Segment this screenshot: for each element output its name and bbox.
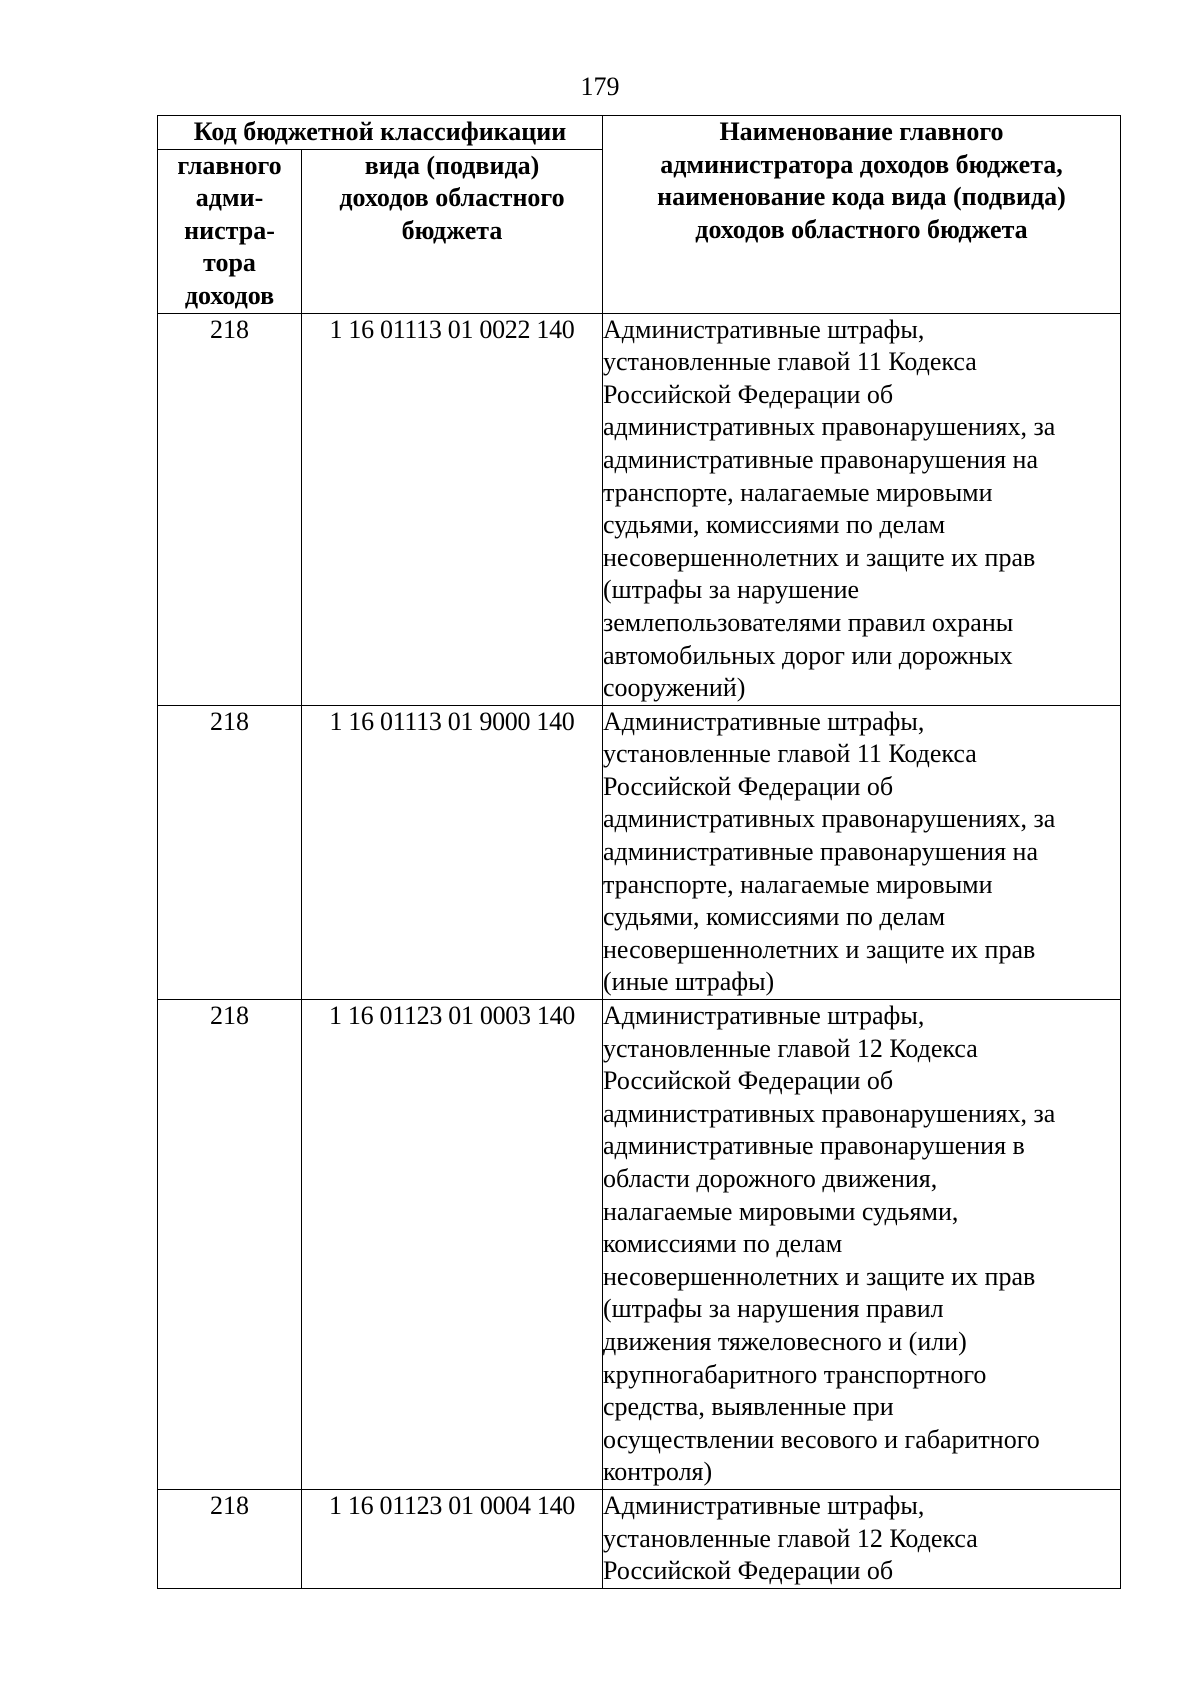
income-code-cell: 1 16 01113 01 9000 140 xyxy=(302,705,603,999)
description-line: Российской Федерации об xyxy=(603,771,894,801)
description-line: (штрафы за нарушения правил xyxy=(603,1294,944,1324)
description-line: Российской Федерации об xyxy=(603,379,894,409)
description-line: административных правонарушениях, за xyxy=(603,1098,1056,1128)
description-line: движения тяжеловесного и (или) xyxy=(603,1326,967,1356)
table-body xyxy=(158,313,1121,1588)
table-header xyxy=(158,116,1121,314)
table-row xyxy=(158,1489,1121,1588)
income-code-cell: 1 16 01123 01 0003 140 xyxy=(302,1000,603,1490)
header-name-line: Наименование главного xyxy=(719,117,1004,146)
description-line: Административные штрафы, xyxy=(603,314,925,344)
description-line: судьями, комиссиями по делам xyxy=(603,510,946,540)
header-name-column xyxy=(603,116,1121,314)
header-admin-column xyxy=(158,149,302,313)
description-line: Административные штрафы, xyxy=(603,1001,925,1031)
description-line: сооружений) xyxy=(603,673,746,703)
income-code-cell: 1 16 01113 01 0022 140 xyxy=(302,313,603,705)
description-line: (иные штрафы) xyxy=(603,967,775,997)
description-line: транспорте, налагаемые мировыми xyxy=(603,477,993,507)
admin-code-cell: 218 xyxy=(158,1489,302,1588)
admin-code-cell: 218 xyxy=(158,313,302,705)
description-cell xyxy=(603,1489,1121,1588)
description-line: Административные штрафы, xyxy=(603,1490,925,1520)
description-line: контроля) xyxy=(603,1457,713,1487)
header-code-line: бюджета xyxy=(401,215,503,245)
description-line: комиссиями по делам xyxy=(603,1229,843,1259)
table-row xyxy=(158,313,1121,705)
description-line: административные правонарушения на xyxy=(603,837,1038,867)
header-admin-line: тора xyxy=(203,248,256,278)
header-budget-code-group: Код бюджетной классификации xyxy=(158,116,603,150)
description-line: судьями, комиссиями по делам xyxy=(603,902,946,932)
description-line: области дорожного движения, xyxy=(603,1164,938,1193)
header-admin-line: нистра- xyxy=(184,215,275,245)
header-code-column xyxy=(302,149,603,313)
description-line: несовершеннолетних и защите их прав xyxy=(603,542,1036,572)
description-line: транспорте, налагаемые мировыми xyxy=(603,869,993,899)
header-name-line: доходов областного бюджета xyxy=(695,214,1028,244)
description-line: несовершеннолетних и защите их прав xyxy=(603,1261,1036,1291)
description-line: административных правонарушениях, за xyxy=(603,804,1056,834)
description-line: установленные главой 11 Кодекса xyxy=(603,739,977,769)
description-cell xyxy=(603,705,1121,999)
header-admin-line: главного xyxy=(177,150,282,180)
income-code-cell: 1 16 01123 01 0004 140 xyxy=(302,1489,603,1588)
description-line: осуществлении весового и габаритного xyxy=(603,1424,1040,1454)
header-name-line: администратора доходов бюджета, xyxy=(660,149,1063,179)
admin-code-cell: 218 xyxy=(158,705,302,999)
description-line: административных правонарушениях, за xyxy=(603,412,1056,442)
table-row xyxy=(158,705,1121,999)
description-line: установленные главой 11 Кодекса xyxy=(603,347,977,377)
header-name-line: наименование кода вида (подвида) xyxy=(657,182,1066,212)
description-line: установленные главой 12 Кодекса xyxy=(603,1033,978,1063)
description-line: Российской Федерации об xyxy=(603,1556,894,1586)
description-line: административные правонарушения на xyxy=(603,444,1038,474)
description-cell xyxy=(603,1000,1121,1490)
description-line: несовершеннолетних и защите их прав xyxy=(603,934,1036,964)
description-cell xyxy=(603,313,1121,705)
description-line: средства, выявленные при xyxy=(603,1392,894,1422)
admin-code-cell: 218 xyxy=(158,1000,302,1490)
description-line: автомобильных дорог или дорожных xyxy=(603,640,1013,670)
description-line: крупногабаритного транспортного xyxy=(603,1359,987,1389)
description-line: (штрафы за нарушение xyxy=(603,575,860,605)
budget-classification-table xyxy=(157,115,1121,1589)
description-line: Административные штрафы, xyxy=(603,706,925,736)
header-code-line: доходов областного xyxy=(339,183,565,213)
description-line: административные правонарушения в xyxy=(603,1131,1025,1161)
header-admin-line: доходов xyxy=(184,280,275,310)
description-line: землепользователями правил охраны xyxy=(603,607,1014,637)
header-admin-line: адми- xyxy=(195,183,264,213)
page-number: 179 xyxy=(580,72,620,101)
description-line: установленные главой 12 Кодекса xyxy=(603,1523,978,1553)
description-line: Российской Федерации об xyxy=(603,1066,894,1096)
header-code-line: вида (подвида) xyxy=(364,150,540,180)
description-line: налагаемые мировыми судьями, xyxy=(603,1196,959,1226)
table-row xyxy=(158,1000,1121,1490)
